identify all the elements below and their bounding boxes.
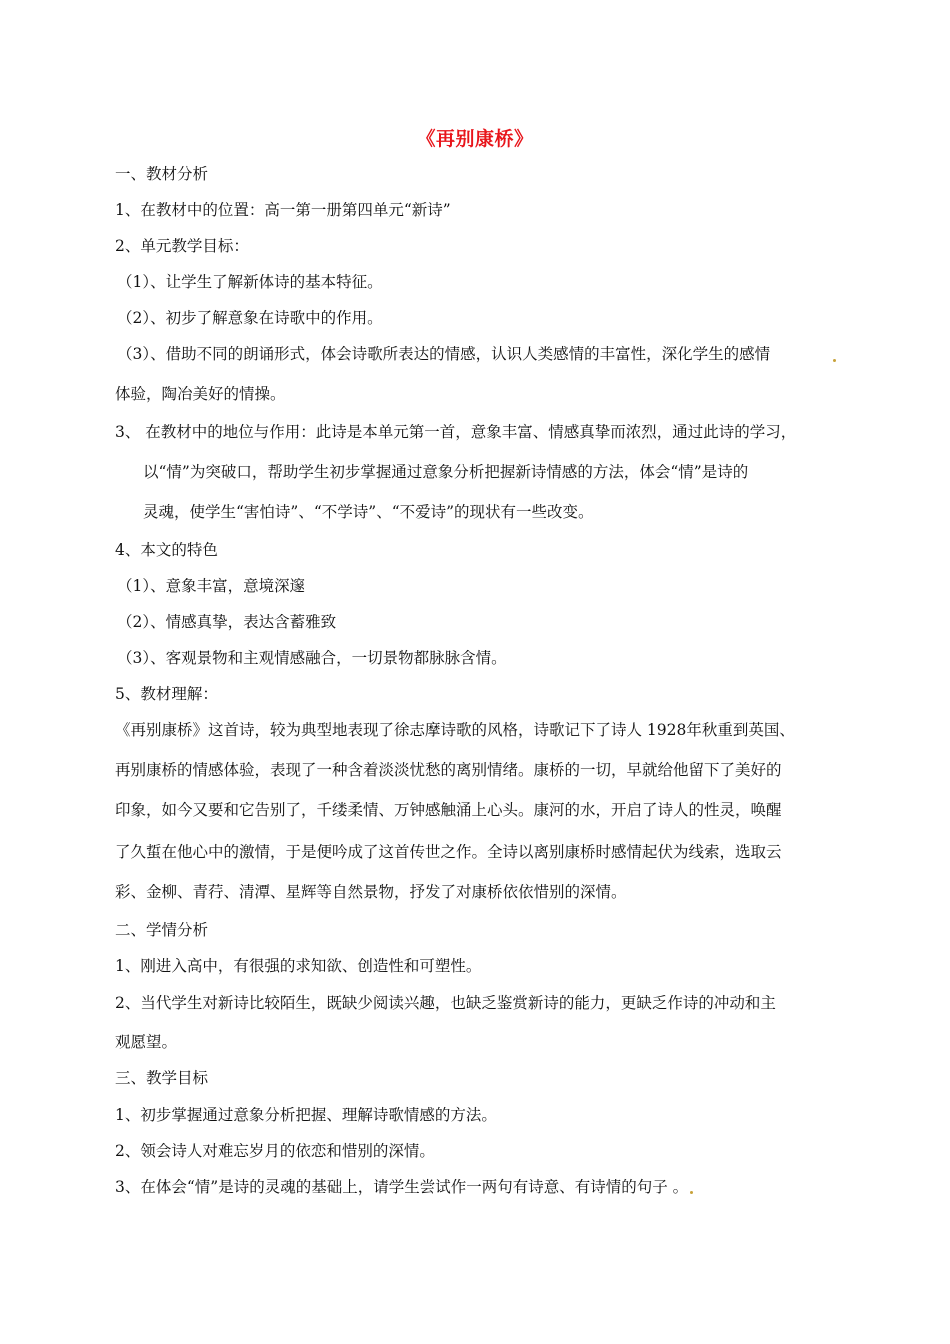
paragraph-line: （3）、客观景物和主观情感融合，一切景物都脉脉含情。 (117, 649, 507, 667)
paragraph-line: （3）、借助不同的朗诵形式，体会诗歌所表达的情感，认识人类感情的丰富性，深化学生的感情 (117, 345, 771, 363)
paragraph-line: 了久蜇在他心中的激情，于是便吟成了这首传世之作。全诗以离别康桥时感情起伏为线索，选取云 (115, 843, 782, 861)
paragraph-line: 4、本文的特色 (115, 541, 218, 559)
paragraph-line: 2、领会诗人对难忘岁月的依恋和惜别的深情。 (115, 1142, 435, 1160)
paragraph-line: 以“情”为突破口，帮助学生初步掌握通过意象分析把握新诗情感的方法，体会“情”是诗的 (143, 463, 749, 481)
paragraph-line: 再别康桥的情感体验，表现了一种含着淡淡忧愁的离别情绪。康桥的一切，早就给他留下了美好的 (115, 761, 782, 779)
highlight-mark (833, 359, 836, 362)
paragraph-line: 2、当代学生对新诗比较陌生，既缺少阅读兴趣，也缺乏鉴赏新诗的能力，更缺乏作诗的冲动和主 (115, 994, 776, 1012)
paragraph-line: 体验，陶冶美好的情操。 (115, 385, 286, 403)
paragraph-line: 3、 在教材中的地位与作用：此诗是本单元第一首，意象丰富、情感真挚而浓烈，通过此诗的学习， (115, 423, 797, 441)
paragraph-line: 3、在体会“情”是诗的灵魂的基础上，请学生尝试作一两句有诗意、有诗情的句子 。 (115, 1178, 689, 1196)
paragraph-line: （1）、意象丰富，意境深邃 (117, 577, 306, 595)
section-heading-student-analysis: 二、学情分析 (115, 921, 209, 939)
paragraph-line: 2、单元教学目标： (115, 237, 249, 255)
section-heading-textbook-analysis: 一、教材分析 (115, 165, 209, 183)
paragraph-line: 1、刚进入高中，有很强的求知欲、创造性和可塑性。 (115, 957, 482, 975)
paragraph-line: （2）、情感真挚，表达含蓄雅致 (117, 613, 337, 631)
paragraph-line: 灵魂，使学生“害怕诗”、“不学诗”、“不爱诗”的现状有一些改变。 (143, 503, 594, 521)
paragraph-line: 观愿望。 (115, 1033, 178, 1051)
highlight-mark (690, 1191, 693, 1194)
paragraph-line: 印象，如今又要和它告别了，千缕柔情、万钟感触涌上心头。康河的水，开启了诗人的性灵，唤醒 (115, 801, 782, 819)
document-title: 《再别康桥》 (416, 128, 534, 150)
paragraph-line: 彩、金柳、青荇、清潭、星辉等自然景物，抒发了对康桥依依惜别的深情。 (115, 883, 627, 901)
paragraph-line: （2）、初步了解意象在诗歌中的作用。 (117, 309, 383, 327)
paragraph-line: 1、在教材中的位置：高一第一册第四单元“新诗” (115, 201, 451, 219)
paragraph-line: （1）、让学生了解新体诗的基本特征。 (117, 273, 383, 291)
paragraph-line: 《再别康桥》这首诗，较为典型地表现了徐志摩诗歌的风格，诗歌记下了诗人 1928年秋重到英国、 (115, 721, 795, 739)
section-heading-teaching-goals: 三、教学目标 (115, 1069, 209, 1087)
paragraph-line: 5、教材理解： (115, 685, 218, 703)
paragraph-line: 1、初步掌握通过意象分析把握、理解诗歌情感的方法。 (115, 1106, 497, 1124)
